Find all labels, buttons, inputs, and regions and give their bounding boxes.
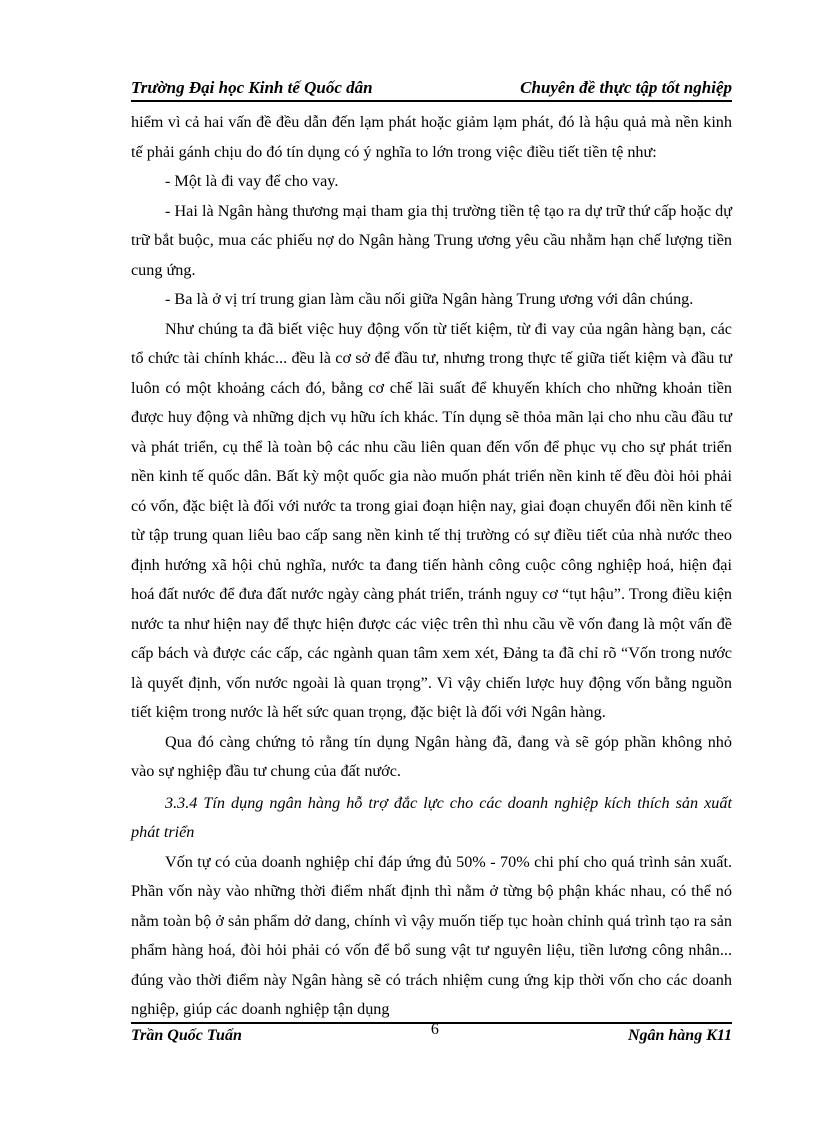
list-item-1: - Một là đi vay để cho vay.: [165, 172, 339, 190]
paragraph-continuation: hiểm vì cả hai vấn đề đều dẫn đến lạm phát hoặc giảm lạm phát, đó là hậu quả mà nền kinh tế phải gánh chịu do đó tín dụng có ý nghĩa to lớn trong việc điều tiết tiền tệ như:: [131, 113, 732, 161]
paragraph-savings-investment: Như chúng ta đã biết việc huy động vốn từ tiết kiệm, từ đi vay của ngân hàng bạn, các tổ chức tài chính khác... đều là cơ sở để đầu tư, nhưng trong thực tế giữa tiết kiệm và đầu tư luôn có một khoảng cách đó, bằng cơ chế lãi suất để khuyến khích cho những khoản tiền được huy động và những dịch vụ hữu ích khác. Tín dụng sẽ thỏa mãn lại cho nhu cầu đầu tư và phát triển, cụ thể là toàn bộ các nhu cầu liên quan đến vốn để phục vụ cho sự phát triển nền kinh tế quốc dân. Bất kỳ một quốc gia nào muốn phát triển nền kinh tế đều đòi hỏi phải có vốn, đặc biệt là đối với nước ta trong giai đoạn hiện nay, giai đoạn chuyển đổi nền kinh tế từ tập trung quan liêu bao cấp sang nền kinh tế thị trường có sự điều tiết của nhà nước theo định hướng xã hội chủ nghĩa, nước ta đang tiến hành công cuộc công nghiệp hoá, hiện đại hoá đất nước để đưa đất nước ngày càng phát triển, tránh nguy cơ “tụt hậu”. Trong điều kiện nước ta như hiện nay để thực hiện được các việc trên thì nhu cầu về vốn đang là một vấn đề cấp bách và được các cấp, các ngành quan tâm xem xét, Đảng ta đã chỉ rõ “Vốn trong nước là quyết định, vốn nước ngoài là quan trọng”. Vì vậy chiến lược huy động vốn bằng nguồn tiết kiệm trong nước là hết sức quan trọng, đặc biệt là đối với Ngân hàng.: [131, 319, 732, 721]
paragraph-equity-capital: Vốn tự có của doanh nghiệp chỉ đáp ứng đủ 50% - 70% chi phí cho quá trình sản xuất. Phần vốn này vào những thời điểm nhất định thì nằm ở từng bộ phận khác nhau, có thể nó nằm toàn bộ ở sản phẩm dở dang, chính vì vậy muốn tiếp tục hoàn chỉnh quá trình tạo ra sản phẩm hàng hoá, đòi hỏi phải có vốn để bổ sung vật tư nguyên liệu, tiền lương công nhân... đúng vào thời điểm này Ngân hàng sẽ có trách nhiệm cung ứng kịp thời vốn cho các doanh nghiệp, giúp các doanh nghiệp tận dụng: [131, 852, 732, 1018]
header-document-type: Chuyên đề thực tập tốt nghiệp: [520, 78, 732, 97]
page-number: 6: [430, 1021, 439, 1038]
paragraph-conclusion: Qua đó càng chứng tỏ rằng tín dụng Ngân hàng đã, đang và sẽ góp phần không nhỏ vào sự nghiệp đầu tư chung của đất nước.: [131, 732, 732, 780]
page-header: [131, 74, 732, 102]
list-item-3: - Ba là ở vị trí trung gian làm cầu nối giữa Ngân hàng Trung ương với dân chúng.: [165, 290, 694, 308]
section-heading: 3.3.4 Tín dụng ngân hàng hỗ trợ đắc lực cho các doanh nghiệp kích thích sản xuất phát triển: [131, 793, 732, 841]
footer-class: Ngân hàng K11: [627, 1027, 732, 1044]
list-item-2: - Hai là Ngân hàng thương mại tham gia thị trường tiền tệ tạo ra dự trữ thứ cấp hoặc dự trữ bắt buộc, mua các phiếu nợ do Ngân hàng Trung ương yêu cầu nhằm hạn chế lượng tiền cung ứng.: [131, 201, 732, 279]
page-footer: [131, 1022, 732, 1053]
header-school: Trường Đại học Kinh tế Quốc dân: [131, 78, 373, 97]
body-text: [131, 108, 732, 1025]
footer-author: Trần Quốc Tuấn: [131, 1027, 242, 1044]
